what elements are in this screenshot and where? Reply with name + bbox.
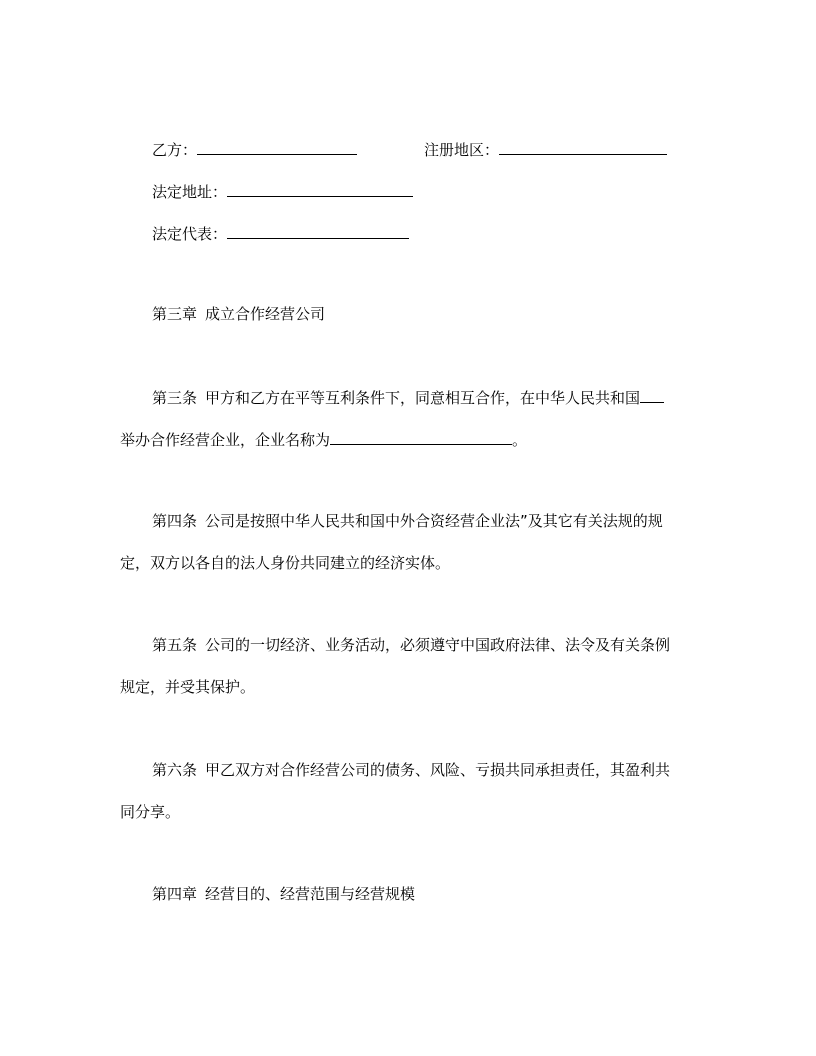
chapter-4-number: 第四章 [152,885,198,903]
article-6-number: 第六条 [152,761,198,779]
article-3-line-1 [152,386,664,408]
chapter-3-heading [152,304,325,324]
legal-representative-row [152,222,409,244]
article-5-number: 第五条 [152,636,198,654]
chapter-4-title: 经营目的、经营范围与经营规模 [205,885,416,903]
article-4-line-2 [120,553,450,573]
article-5-text-1: 公司的一切经济、业务活动，必须遵守中国政府法律、法令及有关条例 [205,636,671,654]
article-3-number: 第三条 [152,389,198,407]
article-4-line-1 [152,511,663,531]
registration-area-label: 注册地区： [424,141,500,159]
article-5-line-1 [152,635,670,655]
article-3-text-1: 甲方和乙方在平等互利条件下，同意相互合作，在中华人民共和国 [205,389,641,407]
article-4-text-2: 定，双方以各自的法人身份共同建立的经济实体。 [120,554,451,572]
article-6-line-2 [120,802,180,822]
chapter-3-title: 成立合作经营公司 [205,305,326,323]
legal-address-blank [227,180,413,197]
article-6-text-2: 同分享。 [120,803,181,821]
article-6-text-1: 甲乙双方对合作经营公司的债务、风险、亏损共同承担责任，其盈利共 [205,761,671,779]
chapter-4-heading [152,884,415,904]
party-b-label: 乙方： [152,141,198,159]
chapter-3-number: 第三章 [152,305,198,323]
legal-representative-blank [227,222,409,239]
article-4-text-1: 公司是按照中华人民共和国中外合资经营企业法”及其它有关法规的规 [205,512,663,530]
article-4-number: 第四条 [152,512,198,530]
article-5-text-2: 规定，并受其保护。 [120,678,256,696]
company-name-blank [330,428,512,445]
article-6-line-1 [152,760,670,780]
registration-area-row [424,138,667,160]
legal-address-label: 法定地址： [152,183,228,201]
article-3-period: 。 [512,431,528,449]
legal-address-row [152,180,413,202]
party-b-row [152,138,357,160]
article-3-text-2: 举办合作经营企业，企业名称为 [120,431,331,449]
legal-representative-label: 法定代表： [152,225,228,243]
article-3-country-blank [640,386,664,403]
registration-area-blank [499,138,667,155]
party-b-blank [197,138,357,155]
article-3-line-2 [120,428,527,450]
article-5-line-2 [120,677,255,697]
